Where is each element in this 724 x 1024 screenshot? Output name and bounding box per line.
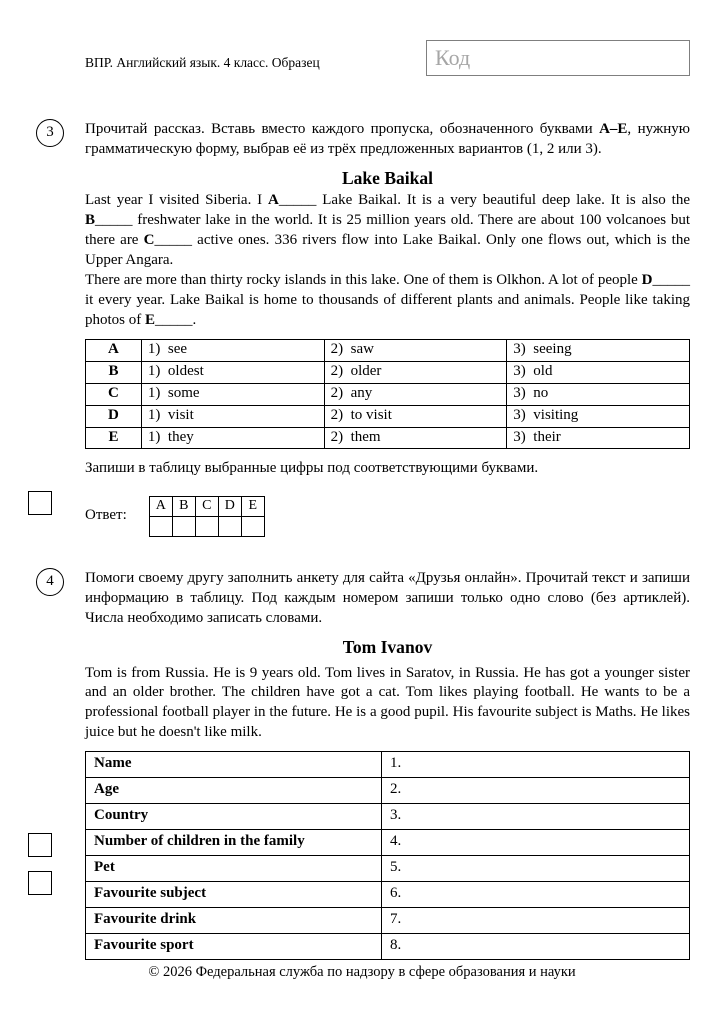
- examiner-mark-box: [28, 491, 52, 515]
- options-row-a: [86, 339, 690, 361]
- tom-title: Tom Ivanov: [342, 637, 433, 658]
- answer-cell-b[interactable]: [172, 516, 195, 536]
- option-letter: E: [86, 427, 142, 449]
- task-4: [46, 569, 690, 959]
- form-label: Favourite sport: [86, 933, 382, 959]
- form-answer-number: 2.: [390, 781, 402, 798]
- examiner-mark-box: [28, 871, 52, 895]
- page-header-title: ВПР. Английский язык. 4 класс. Образец: [85, 55, 320, 70]
- option-letter: C: [86, 383, 142, 405]
- options-row-c: [86, 383, 690, 405]
- tom-paragraph: Tom is from Russia. He is 9 years old. Tom lives in Saratov, in Russia. He has got a younger sister and an older brother. The children have got a cat. Tom likes playing football. He wants to be a professional football player in the future. He is a good pupil. His favourite subject is Maths. He likes juice but he doesn't like milk.: [85, 664, 690, 741]
- options-row-b: [86, 361, 690, 383]
- task-3: [46, 120, 690, 537]
- answer-cell-c[interactable]: [195, 516, 218, 536]
- form-label: Age: [86, 778, 382, 804]
- option-1: 1) oldest: [141, 361, 324, 383]
- form-row-age: [86, 778, 690, 804]
- form-row-name: [86, 752, 690, 778]
- option-3: 3) their: [507, 427, 690, 449]
- form-answer-cell-6[interactable]: [382, 881, 690, 907]
- page-header: [85, 40, 690, 76]
- form-row-sport: [86, 933, 690, 959]
- answer-col-b: B: [172, 496, 195, 516]
- answer-table: [149, 496, 265, 537]
- option-letter: D: [86, 405, 142, 427]
- option-letter: A: [86, 339, 142, 361]
- option-2: 2) any: [324, 383, 507, 405]
- instruction-text: , нужную грамматическую форму, выбрав её из трёх предложенных вариантов (1, 2 или 3).: [85, 121, 690, 157]
- options-row-e: [86, 427, 690, 449]
- answer-cell-a[interactable]: [149, 516, 172, 536]
- option-3: 3) old: [507, 361, 690, 383]
- code-box[interactable]: [426, 40, 690, 76]
- form-label: Country: [86, 804, 382, 830]
- option-1: 1) they: [141, 427, 324, 449]
- story-title: Lake Baikal: [341, 167, 434, 188]
- form-table-wrap: [85, 751, 690, 960]
- form-row-drink: [86, 907, 690, 933]
- option-1: 1) some: [141, 383, 324, 405]
- form-table: [85, 751, 690, 960]
- option-3: 3) no: [507, 383, 690, 405]
- answer-input-row: [149, 516, 264, 536]
- gap-letter-d: D: [641, 271, 653, 288]
- answer-cell-e[interactable]: [241, 516, 264, 536]
- form-answer-cell-7[interactable]: [382, 907, 690, 933]
- form-answer-cell-2[interactable]: [382, 778, 690, 804]
- form-answer-number: 5.: [390, 859, 402, 876]
- form-label: Favourite subject: [86, 881, 382, 907]
- task-4-number: 4: [46, 573, 54, 590]
- story-text: _____ it every year. Lake Baikal is home to thousands of different plants and animals. People like taking photos of: [85, 271, 690, 328]
- page-footer: © 2026 Федеральная служба по надзору в сфере образования и науки: [148, 963, 576, 980]
- option-2: 2) to visit: [324, 405, 507, 427]
- form-row-pet: [86, 856, 690, 882]
- gap-letter-b: B: [85, 212, 96, 229]
- form-answer-number: 3.: [390, 807, 402, 824]
- instruction-bold-letters: А–Е: [599, 121, 628, 137]
- form-label: Name: [86, 752, 382, 778]
- option-letter: B: [86, 361, 142, 383]
- gap-letter-c: C: [143, 232, 155, 249]
- form-answer-cell-8[interactable]: [382, 933, 690, 959]
- form-label: Favourite drink: [86, 907, 382, 933]
- form-answer-number: 4.: [390, 833, 402, 850]
- gap-letter-e: E: [145, 311, 156, 328]
- task-3-number-circle: [36, 119, 64, 147]
- form-row-subject: [86, 881, 690, 907]
- story-paragraph-1: [85, 191, 690, 271]
- form-label: Number of children in the family: [86, 830, 382, 856]
- answer-col-a: A: [149, 496, 172, 516]
- task-3-number: 3: [46, 124, 54, 141]
- form-answer-number: 8.: [390, 936, 402, 953]
- form-answer-cell-4[interactable]: [382, 830, 690, 856]
- option-2: 2) them: [324, 427, 507, 449]
- answer-header-row: [149, 496, 264, 516]
- answer-col-d: D: [218, 496, 241, 516]
- story-text: _____.: [155, 311, 197, 328]
- form-answer-number: 1.: [390, 755, 402, 772]
- option-2: 2) saw: [324, 339, 507, 361]
- answer-label: Ответ:: [85, 507, 127, 524]
- form-answer-cell-5[interactable]: [382, 856, 690, 882]
- write-instruction: Запиши в таблицу выбранные цифры под соответствующими буквами.: [85, 460, 539, 477]
- option-1: 1) visit: [141, 405, 324, 427]
- option-3: 3) visiting: [507, 405, 690, 427]
- story-text: _____ freshwater lake in the world. It is 25 million years old. There are about 100 volcanoes but there are: [85, 212, 690, 249]
- story-text: Last year I visited Siberia. I: [85, 192, 269, 209]
- options-table: [85, 339, 690, 450]
- examiner-mark-box: [28, 833, 52, 857]
- story-text: _____ active ones. 336 rivers flow into Lake Baikal. Only one flows out, which is the Upper Angara.: [85, 232, 690, 269]
- answer-block: [85, 495, 690, 537]
- form-answer-cell-3[interactable]: [382, 804, 690, 830]
- story-paragraph-2: [85, 271, 690, 331]
- task-4-instruction: Помоги своему другу заполнить анкету для сайта «Друзья онлайн». Прочитай текст и запиши информацию в таблицу. Под каждым номером запиши только одно слово (без артиклей). Числа необходимо записать словами.: [85, 570, 690, 627]
- answer-col-e: E: [241, 496, 264, 516]
- option-2: 2) older: [324, 361, 507, 383]
- answer-col-c: C: [195, 496, 218, 516]
- option-3: 3) seeing: [507, 339, 690, 361]
- form-row-children: [86, 830, 690, 856]
- option-1: 1) see: [141, 339, 324, 361]
- instruction-text: Прочитай рассказ. Вставь вместо каждого пропуска, обозначенного буквами: [85, 121, 600, 137]
- story-text: _____ Lake Baikal. It is a very beautiful deep lake. It is also the: [278, 192, 690, 209]
- task-3-instruction: [85, 120, 690, 160]
- task-4-number-circle: [36, 568, 64, 596]
- answer-cell-d[interactable]: [218, 516, 241, 536]
- form-label: Pet: [86, 856, 382, 882]
- story-text: There are more than thirty rocky islands in this lake. One of them is Olkhon. A lot of people: [85, 271, 642, 288]
- form-answer-cell-1[interactable]: [382, 752, 690, 778]
- form-row-country: [86, 804, 690, 830]
- gap-letter-a: A: [268, 192, 279, 209]
- form-answer-number: 7.: [390, 910, 402, 927]
- form-answer-number: 6.: [390, 884, 402, 901]
- options-row-d: [86, 405, 690, 427]
- code-label: Код: [435, 45, 471, 70]
